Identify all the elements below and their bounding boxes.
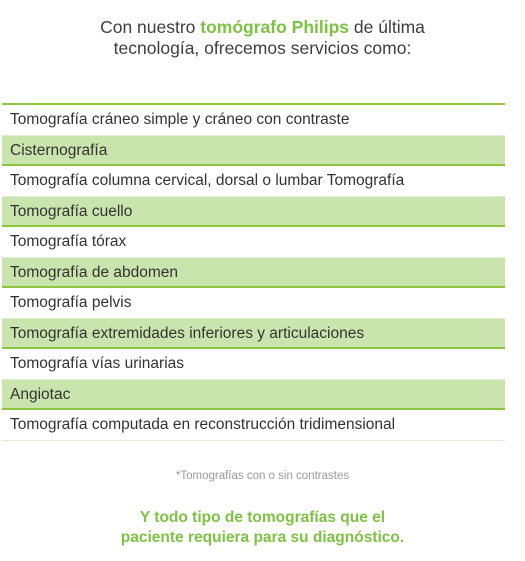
service-row: Tomografía cuello xyxy=(2,197,505,228)
brand-model: tomógrafo Philips xyxy=(200,17,350,37)
service-row: Tomografía tórax xyxy=(2,227,505,258)
closing-line-2: paciente requiera para su diagnóstico. xyxy=(120,529,405,546)
footnote: *Tomografías con o sin contrastes xyxy=(175,470,350,482)
service-row: Tomografía de abdomen xyxy=(2,258,505,289)
service-row: Cisternografía xyxy=(2,136,505,167)
intro-line-1 xyxy=(0,17,525,38)
intro-suffix: de última xyxy=(349,17,425,37)
closing-line-1: Y todo tipo de tomografías que el xyxy=(139,509,386,526)
service-row: Tomografía pelvis xyxy=(2,288,505,319)
service-row: Tomografía columna cervical, dorsal o lumbar Tomografía xyxy=(2,166,505,197)
intro-line-2: tecnología, ofrecemos servicios como: xyxy=(113,38,412,58)
service-row: Angiotac xyxy=(2,380,505,411)
service-row: Tomografía computada en reconstrucción tridimensional xyxy=(2,410,505,441)
closing-statement xyxy=(0,508,525,548)
intro-text xyxy=(0,17,525,59)
intro-prefix: Con nuestro xyxy=(100,17,201,37)
services-list xyxy=(2,103,505,441)
service-row: Tomografía vías urinarias xyxy=(2,349,505,380)
service-row: Tomografía cráneo simple y cráneo con contraste xyxy=(2,105,505,136)
service-row: Tomografía extremidades inferiores y articulaciones xyxy=(2,319,505,350)
